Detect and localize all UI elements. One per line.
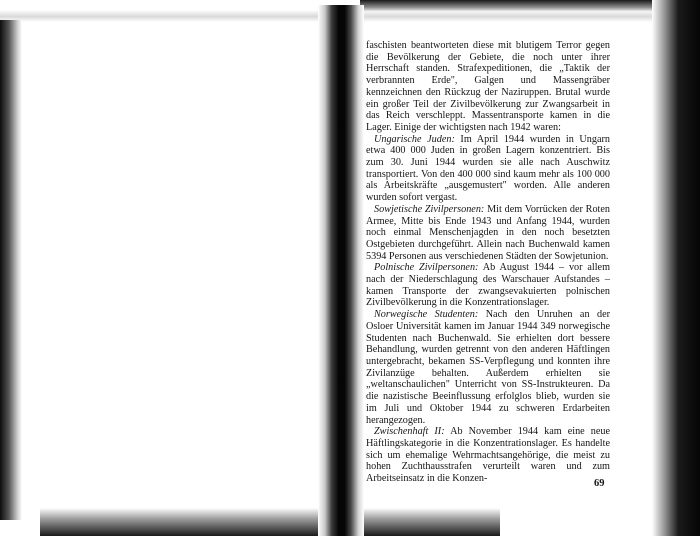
paragraph-term: Zwischenhaft II:: [374, 426, 445, 438]
right-page-text: [366, 40, 610, 485]
bottom-edge-shadow: [40, 508, 500, 536]
paragraph-body: Ab August 1944 – vor allem nach der Niederschlagung des Warschauer Aufstandes – kamen Transporte der zwangsevakuierten polnischen Zivilbevölkerung in die Konzentrationslager.: [366, 262, 611, 309]
paragraph-zwischenhaft-ii: [366, 426, 610, 485]
paragraph-body: Ab November 1944 kam eine neue Häftlingskategorie in die Konzentrationslager. Es handelte sich um ehemalige Wehrmachtsangehörige, die meist zu hohen Zuchthausstrafen verurteilt waren und zum Arbeitseinsatz in die Konzen-: [366, 426, 611, 485]
paragraph-ungarische-juden: [366, 134, 610, 204]
page-number: 69: [594, 478, 605, 489]
paragraph-body: Im April 1944 wurden in Ungarn etwa 400 000 Juden in großen Lagern konzentriert. Bis zum 30. Juni 1944 wurden sie alle nach Auschwitz transportiert. Von den 400 000 sind kaum mehr als 100 000 als Arbeitskräfte „ausgemustert" worden. Alle anderen wurden sofort vergast.: [366, 133, 610, 204]
paragraph-term: Polnische Zivilpersonen:: [374, 262, 479, 274]
book-gutter-shadow: [318, 5, 364, 536]
paragraph-term: Ungarische Juden:: [374, 133, 455, 145]
paragraph-term: Sowjetische Zivilpersonen:: [374, 203, 485, 215]
paragraph-intro: [366, 40, 610, 134]
paragraph-norwegische-studenten: [366, 309, 610, 426]
top-right-edge-shadow: [360, 0, 660, 12]
paragraph-sowjetische-zivilpersonen: [366, 204, 610, 263]
paragraph-body: faschisten beantworteten diese mit blutigem Terror gegen die Bevölkerung der Gebiete, die noch unter ihrer Herrschaft standen. Strafexpeditionen, die „Taktik der verbrannten Erde", Galgen und Massengräber kennzeichnen den Rückzug der Naziruppen. Brutal wurde ein großer Teil der Zivilbevölkerung zur Zwangsarbeit in das Reich verschleppt. Massentransporte kamen in die Lager. Einige der wichtigsten nach 1942 waren:: [366, 40, 610, 133]
paragraph-body: Mit dem Vorrücken der Roten Armee, Mitte bis Ende 1943 und Anfang 1944, wurden noch einmal Menschenjagden in den noch besetzten Ostgebieten durchgeführt. Allein nach Buchenwald kamen 5394 Personen aus verschiedenen Städten der Sowjetunion.: [366, 203, 610, 262]
right-edge-shadow: [652, 0, 700, 536]
paragraph-polnische-zivilpersonen: [366, 262, 610, 309]
left-edge-shadow: [0, 20, 22, 520]
paragraph-body: Nach den Unruhen an der Osloer Universität kamen im Januar 1944 349 norwegische Studenten nach Buchenwald. Sie erhielten dort bessere Behandlung, wurden getrennt von den anderen Häftlingen untergebracht, bekamen SS-Verpflegung und konnten ihre Zivilanzüge behalten. Außerdem erhielten sie „weltanschaulichen" Unterricht von SS-Instrukteuren. Da die nazistische Beeinflussung erfolglos blieb, wurden sie im Juli und Oktober 1944 zu schweren Erdarbeiten herangezogen.: [366, 309, 610, 426]
paragraph-term: Norwegische Studenten:: [374, 309, 479, 321]
